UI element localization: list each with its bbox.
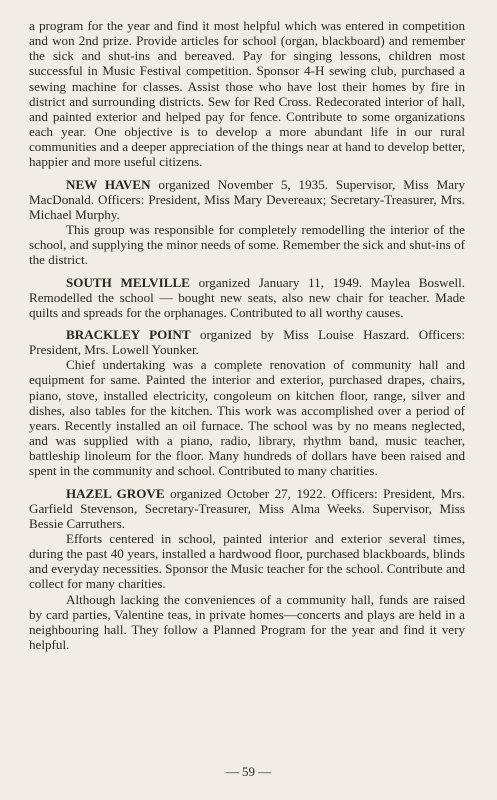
- new-haven-paragraph-2: This group was responsible for completely remodelling the interior of the school, and supplying the minor needs of some. Remember the sick and shut-ins of the district.: [29, 222, 465, 268]
- intro-paragraph: a program for the year and find it most helpful which was entered in competition and won 2nd prize. Provide articles for school (organ, blackboard) and remember the sick and shut-ins and bereaved. Pay for singing lessons, children most successful in Music Festival competition. Sponsor 4-H sewing club, purchased a sewing machine for classes. Assist those who have lost their homes by fire in district and surrounding districts. Sew for Red Cross. Redecorated interior of hall, and painted exterior and helped pay for fence. Contribute to some organizations each year. One objective is to develop a more abundant life in our rural communities and a deeper appreciation of the things near at hand to develop better, happier and more useful citizens.: [29, 18, 465, 170]
- brackley-point-text: organized by Miss Louise Haszard. Officers: President, Mrs. Lowell Younker.: [29, 326, 465, 358]
- hazel-grove-heading: HAZEL GROVE: [66, 485, 165, 501]
- page-number: — 59 —: [225, 764, 272, 779]
- brackley-point-heading: BRACKLEY POINT: [66, 326, 191, 342]
- new-haven-paragraph: [29, 177, 465, 222]
- south-melville-paragraph: [29, 275, 465, 320]
- new-haven-heading: NEW HAVEN: [66, 176, 151, 192]
- hazel-grove-paragraph-2: Efforts centered in school, painted interior and exterior several times, during the past 40 years, installed a hardwood floor, purchased blackboards, blinds and everyday necessities. Sponsor the Music teacher for the school. Contribute and collect for many charities.: [29, 531, 465, 592]
- south-melville-heading: SOUTH MELVILLE: [66, 274, 190, 290]
- brackley-point-paragraph: [29, 327, 465, 357]
- brackley-point-paragraph-2: Chief undertaking was a complete renovation of community hall and equipment for same. Painted the interior and exterior, purchased drapes, chairs, piano, stove, installed electricity, congoleum on kitchen floor, range, silver and dishes, also tables for the kitchen. This work was accomplished over a period of years. Recently installed an oil furnace. The school was by no means neglected, and was supplied with a piano, radio, library, rhythm band, music teacher, battleship linoleum for the floor. Many hundreds of dollars have been raised and spent in the community and school. Contributed to many charities.: [29, 357, 465, 479]
- new-haven-text: organized November 5, 1935. Supervisor, Miss Mary MacDonald. Officers: President, Miss Mary Devereaux; Secretary-Treasurer, Mrs. Michael Murphy.: [29, 176, 465, 222]
- hazel-grove-text: organized October 27, 1922. Officers: President, Mrs. Garfield Stevenson, Secretary-Treasurer, Miss Alma Weeks. Supervisor, Miss Bessie Carruthers.: [29, 485, 465, 531]
- south-melville-text: organized January 11, 1949. Maylea Boswell. Remodelled the school — bought new seats, also new chair for teacher. Made quilts and spreads for the orphanages. Contributed to all worthy causes.: [29, 274, 465, 320]
- hazel-grove-paragraph: [29, 486, 465, 531]
- hazel-grove-paragraph-3: Although lacking the conveniences of a community hall, funds are raised by card parties, Valentine teas, in private homes—concerts and plays are held in a neighbouring hall. They follow a Planned Program for the year and find it very helpful.: [29, 591, 465, 653]
